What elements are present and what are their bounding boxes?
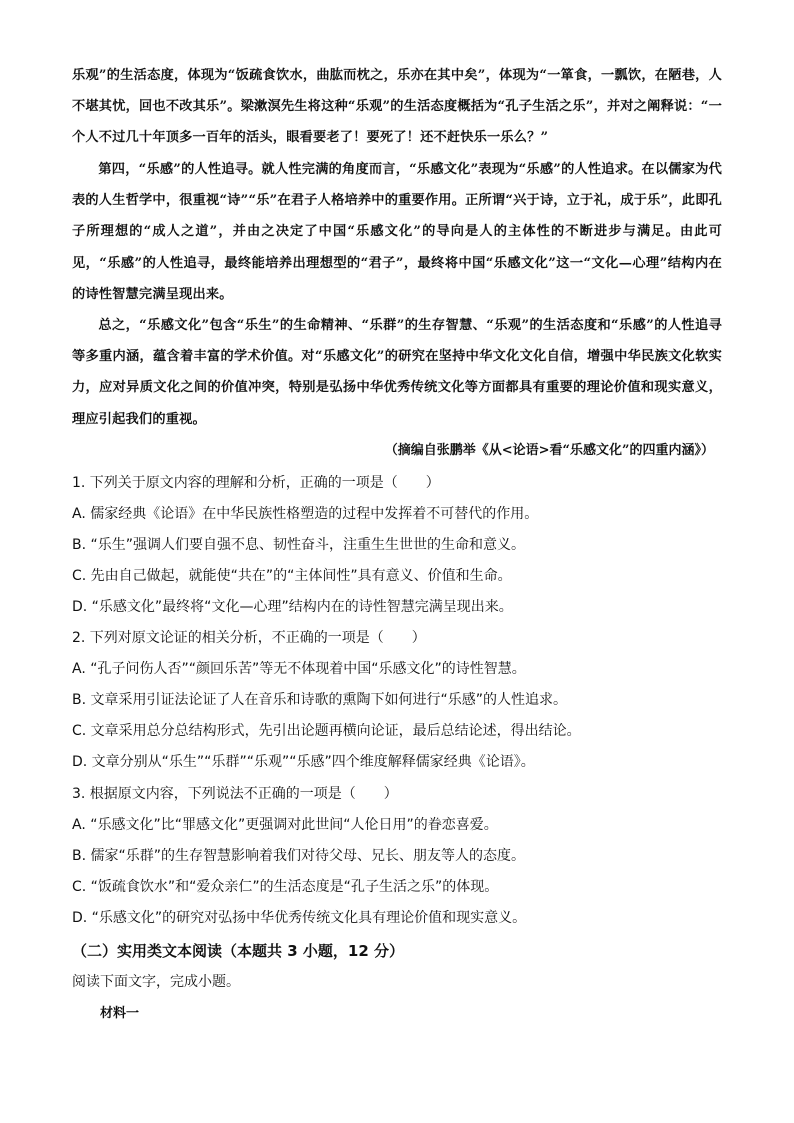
- section-heading: （二）实用类文本阅读（本题共 3 小题，12 分）: [72, 942, 404, 960]
- question-1: [72, 468, 752, 623]
- question-stem: 3. 根据原文内容，下列说法不正确的一项是（ ）: [72, 786, 398, 802]
- question-stem: 1. 下列关于原文内容的理解和分析，正确的一项是（ ）: [72, 475, 440, 491]
- option-b: B. “乐生”强调人们要自强不息、韧性奋斗，注重生生世世的生命和意义。: [72, 537, 526, 553]
- passage-paragraph-3: 总之，“乐感文化”包含“乐生”的生命精神、“乐群”的生存智慧、“乐观”的生活态度和“乐感”的人性追寻等多重内涵，蕴含着丰富的学术价值。对“乐感文化”的研究在坚持中华文化文化自信，增强中华民族文化软实力，应对异质文化之间的价值冲突，特别是弘扬中华优秀传统文化等方面都具有重要的理论价值和现实意义，理应引起我们的重视。: [72, 318, 722, 427]
- option-b: B. 儒家“乐群”的生存智慧影响着我们对待父母、兄长、朋友等人的态度。: [72, 848, 526, 864]
- question-3: [72, 779, 752, 934]
- option-c: C. “饭疏食饮水”和“爱众亲仁”的生活态度是“孔子生活之乐”的体现。: [72, 879, 499, 895]
- passage-source: （摘编自张鹏举《从<论语>看“乐感文化”的四重内涵》）: [384, 443, 714, 458]
- option-a: A. “孔子问伤人否”“颜回乐苦”等无不体现着中国“乐感文化”的诗性智慧。: [72, 661, 526, 677]
- material-label: 材料一: [100, 1006, 140, 1021]
- question-2: [72, 623, 752, 778]
- option-a: A. “乐感文化”比“罪感文化”更强调对此世间“人伦日用”的眷恋喜爱。: [72, 817, 498, 833]
- option-a: A. 儒家经典《论语》在中华民族性格塑造的过程中发挥着不可替代的作用。: [72, 506, 539, 522]
- option-d: D. 文章分别从“乐生”“乐群”“乐观”“乐感”四个维度解释儒家经典《论语》。: [72, 754, 535, 770]
- option-c: C. 先由自己做起，就能使“共在”的“主体间性”具有意义、价值和生命。: [72, 568, 512, 584]
- section-instruction: 阅读下面文字，完成小题。: [72, 974, 240, 990]
- option-d: D. “乐感文化”最终将“文化—心理”结构内在的诗性智慧完满呈现出来。: [72, 599, 513, 615]
- question-stem: 2. 下列对原文论证的相关分析，不正确的一项是（ ）: [72, 630, 426, 646]
- option-c: C. 文章采用总分总结构形式，先引出论题再横向论证，最后总结论述，得出结论。: [72, 723, 581, 739]
- option-b: B. 文章采用引证法论证了人在音乐和诗歌的熏陶下如何进行“乐感”的人性追求。: [72, 692, 568, 708]
- option-d: D. “乐感文化”的研究对弘扬中华优秀传统文化具有理论价值和现实意义。: [72, 910, 527, 926]
- passage-paragraph-2: 第四，“乐感”的人性追寻。就人性完满的角度而言，“乐感文化”表现为“乐感”的人性追求。在以儒家为代表的人生哲学中，很重视“诗”“乐”在君子人格培养中的重要作用。正所谓“兴于诗，立于礼，成于乐”，此即孔子所理想的“成人之道”，并由之决定了中国“乐感文化”的导向是人的主体性的不断进步与满足。由此可见，“乐感”的人性追寻，最终能培养出理想型的“君子”，最终将中国“乐感文化”这一“文化—心理”结构内在的诗性智慧完满呈现出来。: [72, 162, 722, 302]
- passage-paragraph-1: 乐观”的生活态度，体现为“饭疏食饮水，曲肱而枕之，乐亦在其中矣”，体现为“一箪食，一瓢饮，在陋巷，人不堪其忧，回也不改其乐”。梁漱溟先生将这种“乐观”的生活态度概括为“孔子生活之乐”，并对之阐释说：“一个人不过几十年顶多一百年的活头，眼看要老了！要死了！还不赶快乐一乐么？”: [72, 68, 722, 146]
